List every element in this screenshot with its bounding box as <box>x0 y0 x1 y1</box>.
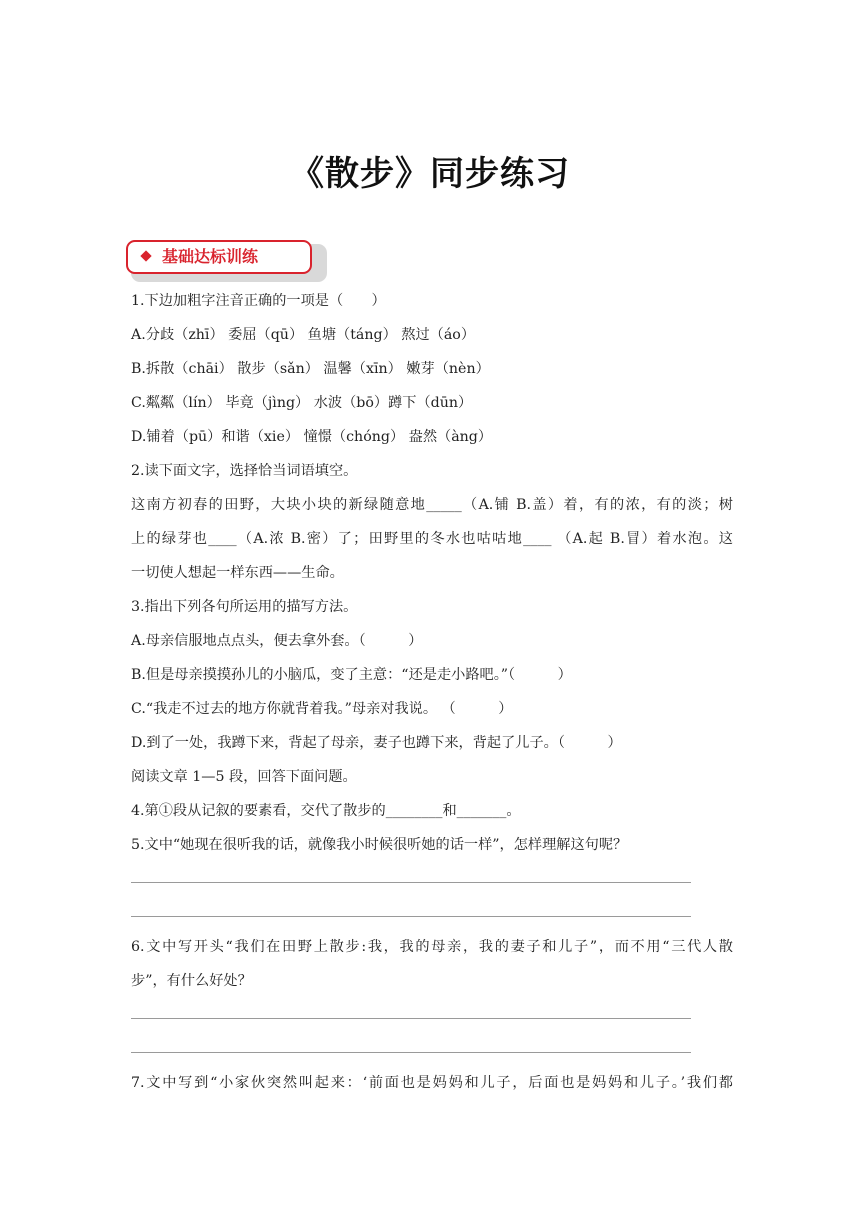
option-3d: D.到了一处，我蹲下来，背起了母亲，妻子也蹲下来，背起了儿子。（ ） <box>131 735 622 751</box>
option-1c: C.粼粼（lín） 毕竟（jìng） 水波（bō）蹲下（dūn） <box>131 395 473 411</box>
passage-line-3: 一切使人想起一样东西——生命。 <box>131 565 344 581</box>
option-3c: C.“我走不过去的地方你就背着我。”母亲对我说。 （ ） <box>131 701 513 717</box>
question-7-line-1: 7.文中写到“小家伙突然叫起来：‘前面也是妈妈和儿子，后面也是妈妈和儿子。’我们都 <box>131 1075 733 1091</box>
question-6-line-1: 6.文中写开头“我们在田野上散步:我，我的母亲，我的妻子和儿子”，而不用“三代人散 <box>131 939 733 955</box>
question-3: 3.指出下列各句所运用的描写方法。 <box>131 599 358 615</box>
question-2: 2.读下面文字，选择恰当词语填空。 <box>131 463 358 479</box>
reading-instruction: 阅读文章 1—5 段，回答下面问题。 <box>131 769 357 785</box>
option-3a: A.母亲信服地点点头，便去拿外套。（ ） <box>131 633 423 649</box>
passage-line-1: 这南方初春的田野，大块小块的新绿随意地_____（A.铺 B.盖）着，有的浓，有的淡；树 <box>131 497 733 513</box>
option-1a: A.分歧（zhī） 委屈（qū） 鱼塘（táng） 熬过（áo） <box>131 327 476 343</box>
question-6-line-2: 步”，有什么好处？ <box>131 973 252 989</box>
answer-line <box>131 1052 691 1053</box>
option-1d: D.铺着（pū）和谐（xie） 憧憬（chóng） 盎然（àng） <box>131 429 493 445</box>
section-badge <box>126 240 312 274</box>
option-3b: B.但是母亲摸摸孙儿的小脑瓜，变了主意：“还是走小路吧。”（ ） <box>131 667 572 683</box>
option-1b: B.拆散（chāi） 散步（sǎn） 温馨（xīn） 嫩芽（nèn） <box>131 361 490 377</box>
answer-line <box>131 916 691 917</box>
section-title: 基础达标训练 <box>162 247 259 266</box>
passage-line-2: 上的绿芽也____（A.浓 B.密）了；田野里的冬水也咕咕地____ （A.起 B.冒）着水泡。这 <box>131 531 733 547</box>
answer-line <box>131 1018 691 1019</box>
answer-line <box>131 882 691 883</box>
page-title: 《散步》同步练习 <box>290 154 570 194</box>
question-4: 4.第①段从记叙的要素看，交代了散步的________和_______。 <box>131 803 521 819</box>
diamond-icon <box>140 250 151 261</box>
question-5: 5.文中“她现在很听我的话，就像我小时候很听她的话一样”，怎样理解这句呢？ <box>131 837 628 853</box>
question-1: 1.下边加粗字注音正确的一项是（ ） <box>131 293 386 309</box>
